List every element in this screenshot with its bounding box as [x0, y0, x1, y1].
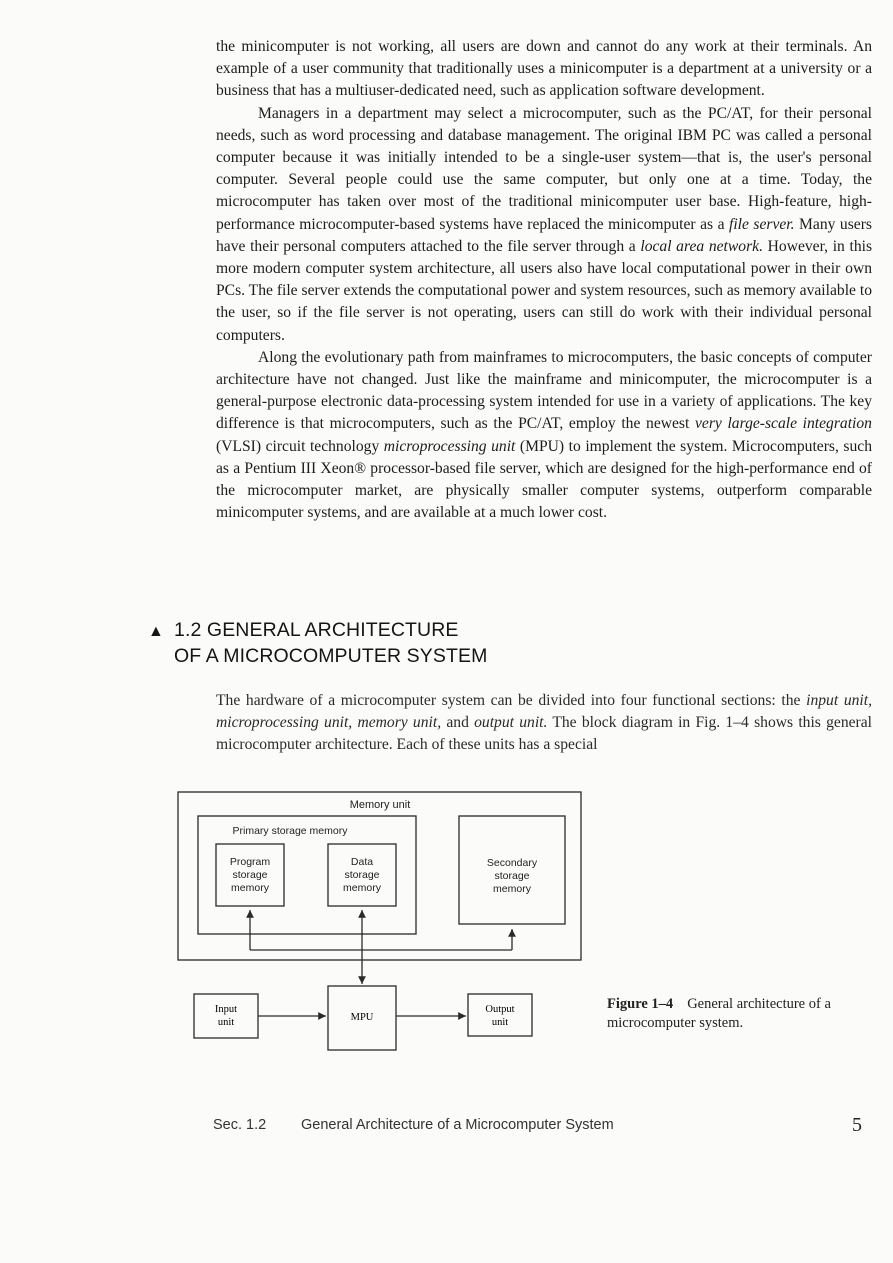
memory-unit-label: Memory unit	[349, 799, 411, 811]
figure-caption-text: General architecture of a microcomputer system.	[607, 996, 831, 1031]
footer-title: General Architecture of a Microcomputer System	[301, 1117, 614, 1133]
paragraph-continuation: the minicomputer is not working, all users are down and cannot do any work at their terminals. An example of a user community that traditionally uses a minicomputer is a department at a university or a business that has a multiuser-dedicated need, such as application software development.	[216, 38, 872, 100]
mpu-label: MPU	[350, 1012, 374, 1023]
svg-text:Output: Output	[485, 1004, 515, 1015]
svg-text:storage: storage	[344, 869, 380, 881]
svg-text:memory: memory	[231, 882, 269, 894]
term-local-area-network: local area network.	[640, 237, 763, 255]
svg-text:unit: unit	[217, 1017, 235, 1028]
svg-text:unit: unit	[491, 1017, 509, 1028]
bus-connections	[170, 786, 590, 986]
primary-storage-label: Primary storage memory	[232, 825, 348, 837]
section-heading: ▲ 1.2 GENERAL ARCHITECTURE OF A MICROCOMPUTER SYSTEM	[148, 619, 488, 667]
term-vlsi: very large-scale integration	[694, 415, 872, 433]
svg-text:Program: Program	[229, 856, 271, 868]
figure-label: Figure 1–4	[607, 996, 674, 1012]
architecture-paragraph: The hardware of a microcomputer system can be divided into four functional sections: the input unit, microprocessing unit, memory unit, and output unit. The block diagram in Fig. 1–4 shows this general microcomputer architecture. Each of these units has a special	[216, 692, 872, 754]
figure-caption	[607, 995, 863, 1033]
paragraph-managers: Managers in a department may select a microcomputer, such as the PC/AT, for their personal needs, such as word processing and database management. The original IBM PC was called a personal computer because it was initially intended to be a single-user system—that is, the user's personal computer. Several people could use the same computer, but only one at a time. Today, the microcomputer has taken over most of the traditional minicomputer user base. High-feature, high-performance microcomputer-based systems have replaced the minicomputer as a file server. Many users have their personal computers attached to the file server through a local area network. However, in this more modern computer system architecture, all users also have local computational power in their own PCs. The file server extends the computational power and system resources, such as memory available to the user, so if the file server is not operating, users can still do work with their individual personal computers.	[216, 104, 873, 344]
processing-row	[170, 980, 590, 1080]
term-mpu: microprocessing unit	[383, 437, 516, 455]
footer-section: Sec. 1.2	[213, 1117, 267, 1133]
term-file-server: file server.	[728, 215, 795, 233]
triangle-icon: ▲	[148, 623, 164, 640]
paragraph-evolution: Along the evolutionary path from mainframes to microcomputers, the basic concepts of computer architecture have not changed. Just like the mainframe and minicomputer, the microcomputer is a general-purpose electronic data-processing system intended for use in a variety of applications. The key difference is that microcomputers, such as the PC/AT, employ the newest very large-scale integration (VLSI) circuit technology microprocessing unit (MPU) to implement the system. Microcomputers, such as a Pentium III Xeon® processor-based file server, which are designed for the high-performance end of the microcomputer market, are physically smaller computer systems, outperform comparable minicomputer systems, and are available at a much lower cost.	[216, 348, 873, 522]
body-text	[216, 36, 872, 524]
svg-text:storage: storage	[494, 870, 530, 882]
svg-text:memory: memory	[343, 882, 381, 894]
svg-text:Data: Data	[350, 856, 374, 868]
output-unit-box	[468, 994, 532, 1036]
input-unit-box	[194, 994, 258, 1038]
svg-text:Secondary: Secondary	[486, 857, 538, 869]
svg-text:storage: storage	[232, 869, 268, 881]
svg-text:memory: memory	[493, 883, 531, 895]
running-footer	[213, 1117, 871, 1133]
svg-text:Input: Input	[214, 1004, 238, 1015]
page-number: 5	[852, 1114, 862, 1136]
